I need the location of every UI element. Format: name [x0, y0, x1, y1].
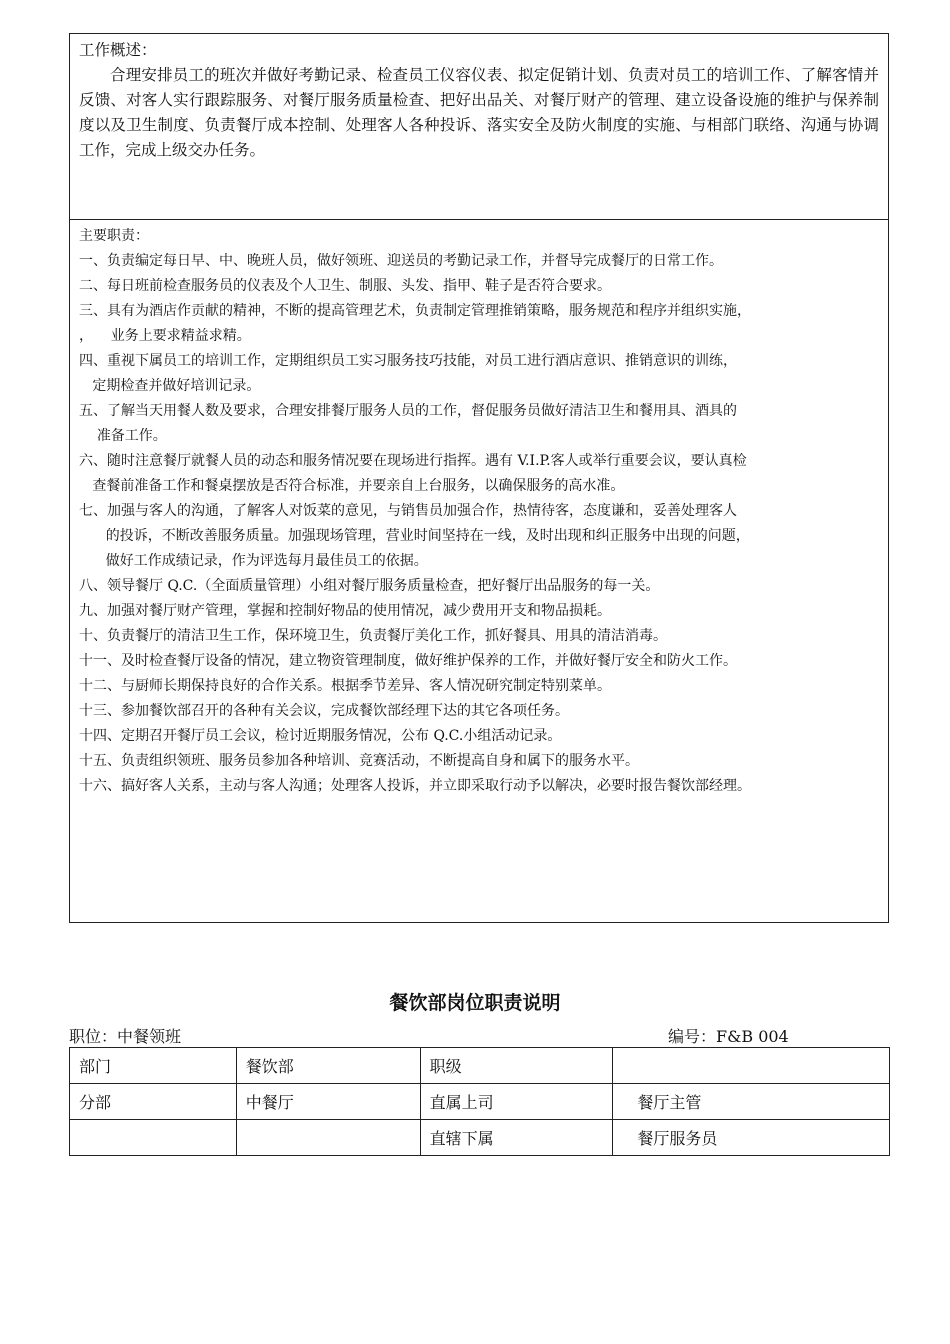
- table-cell: 部门: [70, 1048, 237, 1084]
- job-info-table: [69, 1047, 890, 1156]
- table-cell: [613, 1048, 890, 1084]
- duty-line: 十二、与厨师长期保持良好的合作关系。根据季节差异、客人情况研究制定特别菜单。: [79, 678, 611, 694]
- duty-line: 八、领导餐厅 Q.C.（全面质量管理）小组对餐厅服务质量检查，把好餐厅出品服务的每一关。: [79, 578, 660, 594]
- table-cell: 直属上司: [420, 1084, 613, 1120]
- overview-heading: 工作概述：: [79, 41, 157, 59]
- table-cell: [70, 1120, 237, 1156]
- table-cell: 直辖下属: [420, 1120, 613, 1156]
- main-duties-box: [69, 219, 889, 923]
- duty-line: 六、随时注意餐厅就餐人员的动态和服务情况要在现场进行指挥。遇有 V.I.P.客人或举行重要会议，要认真检: [79, 453, 747, 469]
- duty-line: 七、加强与客人的沟通，了解客人对饭菜的意见，与销售员加强合作，热情待客，态度谦和，妥善处理客人: [79, 503, 737, 519]
- duty-line: 四、重视下属员工的培训工作，定期组织员工实习服务技巧技能，对员工进行酒店意识、推销意识的训练，: [79, 353, 737, 369]
- duty-line: 的投诉，不断改善服务质量。加强现场管理，营业时间坚持在一线，及时出现和纠正服务中出现的问题，: [79, 528, 750, 544]
- duty-line: 十、负责餐厅的清洁卫生工作，保环境卫生，负责餐厅美化工作，抓好餐具、用具的清洁消毒。: [79, 628, 667, 644]
- overview-text: 合理安排员工的班次并做好考勤记录、检查员工仪容仪表、拟定促销计划、负责对员工的培训工作、了解客情并反馈、对客人实行跟踪服务、对餐厅服务质量检查、把好出品关、对餐厅财产的管理、建立设备设施的维护与保养制度以及卫生制度、负责餐厅成本控制、处理客人各种投诉、落实安全及防火制度的实施、与相部门联络、沟通与协调工作，完成上级交办任务。: [79, 66, 879, 159]
- duty-line: ， 业务上要求精益求精。: [79, 328, 251, 344]
- duty-line: 十三、参加餐饮部召开的各种有关会议，完成餐饮部经理下达的其它各项任务。: [79, 703, 569, 719]
- duty-line: 查餐前准备工作和餐桌摆放是否符合标准，并要亲自上台服务，以确保服务的高水准。: [79, 478, 625, 494]
- table-cell: 中餐厅: [236, 1084, 420, 1120]
- table-cell: 餐饮部: [236, 1048, 420, 1084]
- duty-line: 九、加强对餐厅财产管理，掌握和控制好物品的使用情况，减少费用开支和物品损耗。: [79, 603, 611, 619]
- table-cell: 分部: [70, 1084, 237, 1120]
- document-code: 编号：F&B 004: [668, 1027, 789, 1046]
- duty-line: 十四、定期召开餐厅员工会议，检讨近期服务情况，公布 Q.C.小组活动记录。: [79, 728, 562, 744]
- table-row: [70, 1048, 890, 1084]
- table-cell: 职级: [420, 1048, 613, 1084]
- work-overview-box: [69, 33, 889, 220]
- table-cell: [236, 1120, 420, 1156]
- table-cell: 餐厅服务员: [613, 1120, 890, 1156]
- table-row: [70, 1120, 890, 1156]
- duty-line: 做好工作成绩记录，作为评选每月最佳员工的依据。: [79, 553, 428, 569]
- duty-line: 三、具有为酒店作贡献的精神，不断的提高管理艺术，负责制定管理推销策略，服务规范和程序并组织实施，: [79, 303, 751, 319]
- table-cell: 餐厅主管: [613, 1084, 890, 1120]
- duty-line: 定期检查并做好培训记录。: [79, 378, 261, 394]
- table-row: [70, 1084, 890, 1120]
- duty-line: 一、负责编定每日早、中、晚班人员，做好领班、迎送员的考勤记录工作，并督导完成餐厅的日常工作。: [79, 253, 723, 269]
- duty-line: 二、每日班前检查服务员的仪表及个人卫生、制服、头发、指甲、鞋子是否符合要求。: [79, 278, 611, 294]
- duty-line: 十一、及时检查餐厅设备的情况，建立物资管理制度，做好维护保养的工作，并做好餐厅安全和防火工作。: [79, 653, 737, 669]
- duty-line: 十六、搞好客人关系，主动与客人沟通；处理客人投诉，并立即采取行动予以解决，必要时报告餐饮部经理。: [79, 778, 751, 794]
- duties-heading: 主要职责：: [79, 228, 149, 244]
- duty-line: 五、了解当天用餐人数及要求，合理安排餐厅服务人员的工作，督促服务员做好清洁卫生和餐用具、酒具的: [79, 403, 737, 419]
- duty-line: 十五、负责组织领班、服务员参加各种培训、竞赛活动，不断提高自身和属下的服务水平。: [79, 753, 639, 769]
- position-label: 职位：中餐领班: [69, 1027, 182, 1046]
- document-title: 餐饮部岗位职责说明: [389, 992, 561, 1014]
- duty-line: 准备工作。: [79, 428, 167, 444]
